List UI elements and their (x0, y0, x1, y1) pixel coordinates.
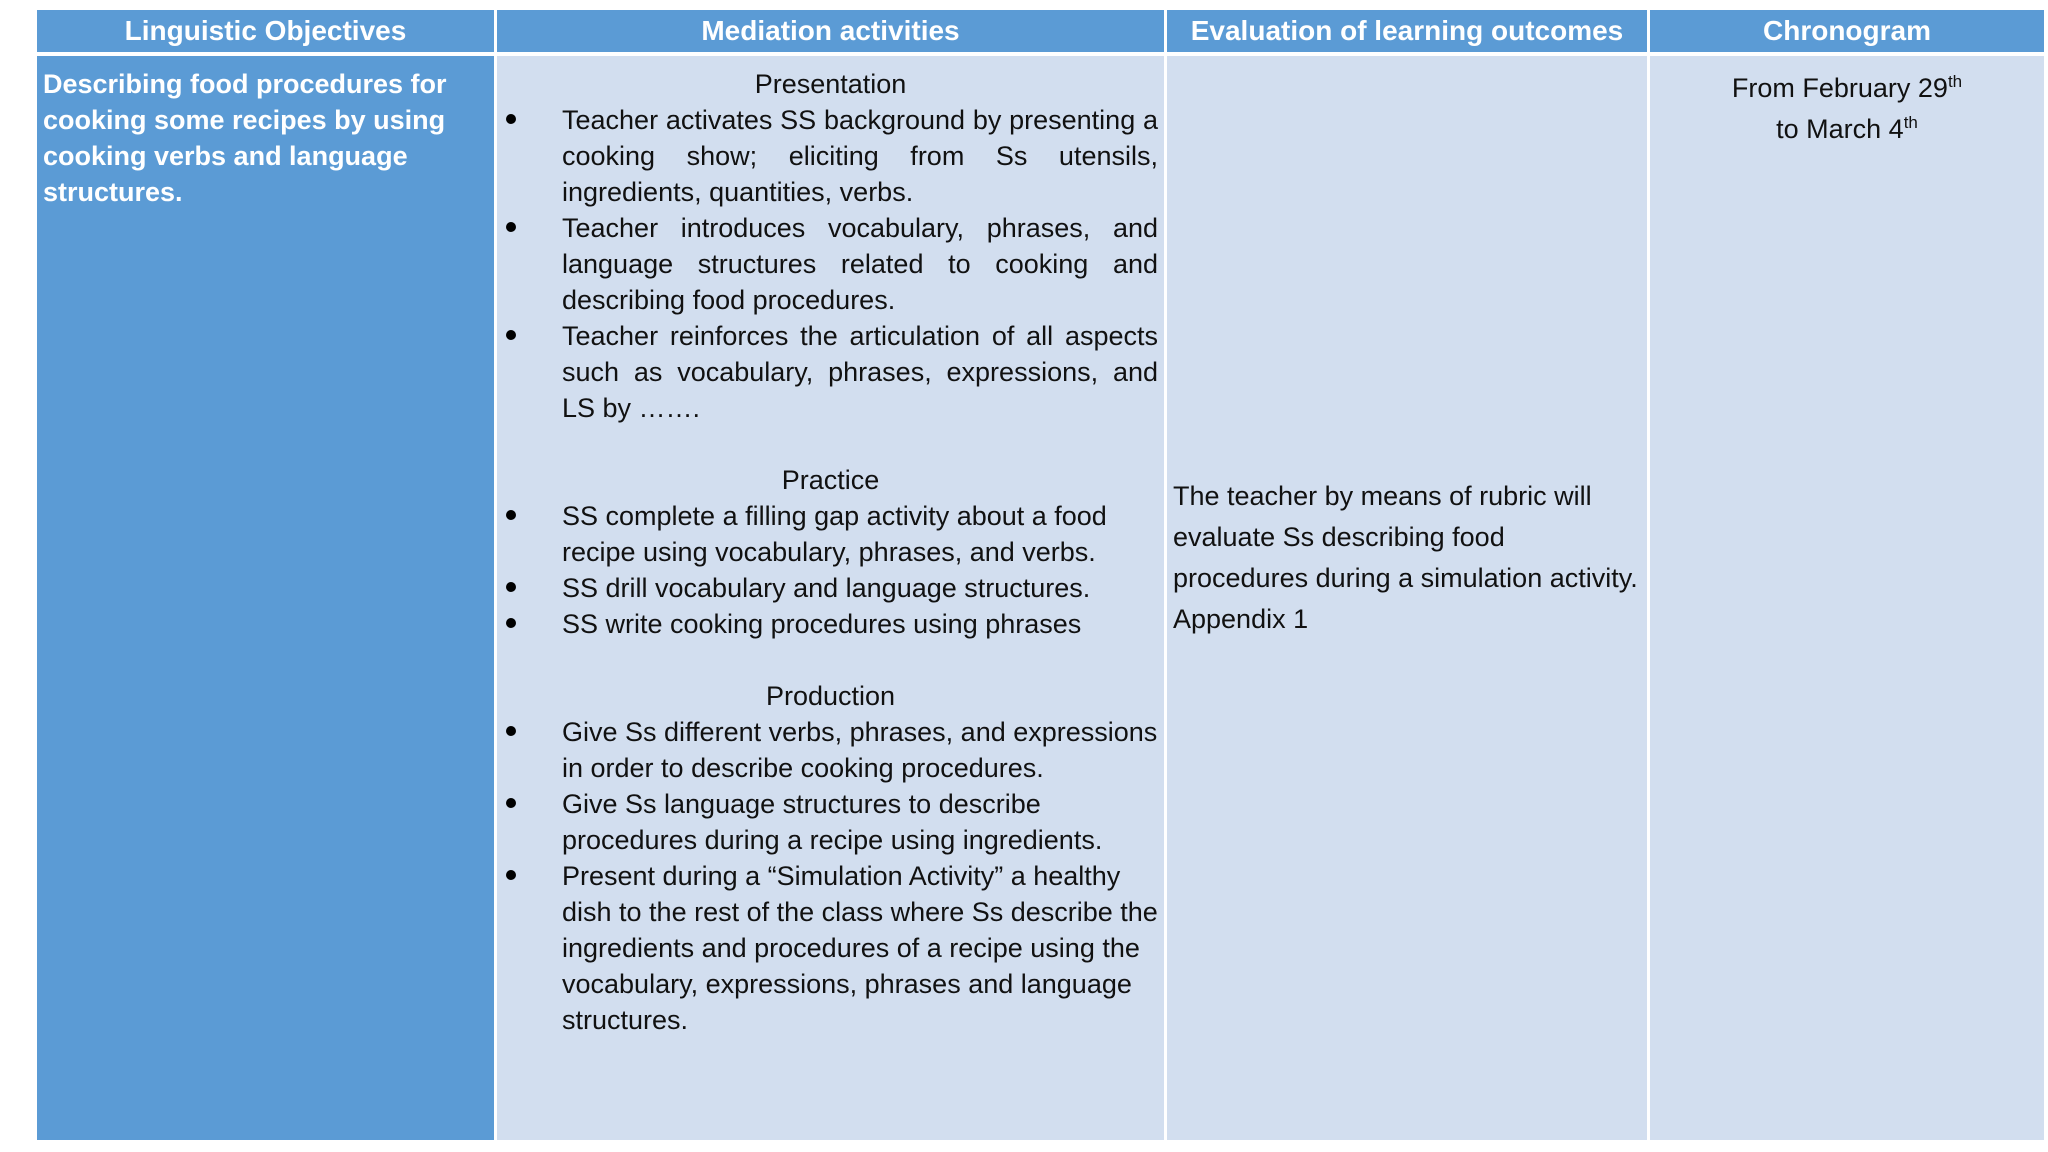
bullet-icon (506, 798, 516, 808)
production-title: Production (765, 681, 896, 711)
chronogram-start-suffix: th (1947, 72, 1963, 91)
chronogram-end-date (1650, 109, 2044, 150)
evaluation-cell (1167, 56, 1647, 1140)
evaluation-text: The teacher by means of rubric will evaluate Ss describing food procedures during a simulation activity. Appendix 1 (1173, 481, 1638, 634)
bullet-icon (506, 510, 516, 520)
header-mediation-activities: Mediation activities (497, 10, 1164, 52)
section-spacer (503, 426, 1158, 462)
list-item-text: SS drill vocabulary and language structures. (562, 573, 1091, 603)
list-item-text: Give Ss different verbs, phrases, and expressions in order to describe cooking procedures. (562, 717, 1158, 783)
bullet-icon (506, 618, 516, 628)
header-evaluation: Evaluation of learning outcomes (1167, 10, 1647, 52)
list-item-text: Teacher introduces vocabulary, phrases, and language structures related to cooking and describing food procedures. (562, 213, 1158, 315)
practice-title: Practice (781, 465, 880, 495)
list-item-text: SS complete a filling gap activity about a food recipe using vocabulary, phrases, and verbs. (562, 501, 1107, 567)
chronogram-end-suffix: th (1903, 113, 1918, 132)
objective-cell (37, 56, 494, 1140)
chronogram-end-text: to March 4 (1776, 114, 1904, 144)
list-item (503, 210, 1158, 318)
bullet-icon (506, 330, 516, 340)
list-item-text: Present during a “Simulation Activity” a healthy dish to the rest of the class where Ss describe the ingredients and procedures of a recipe using the vocabulary, expressions, phrases and language structures. (562, 861, 1158, 1035)
list-item (503, 570, 1158, 606)
lesson-plan-table (37, 10, 2035, 1136)
header-linguistic-objectives: Linguistic Objectives (37, 10, 494, 52)
list-item (503, 498, 1158, 570)
bullet-icon (506, 582, 516, 592)
section-spacer (503, 642, 1158, 678)
chronogram-cell (1650, 56, 2044, 1140)
list-item (503, 102, 1158, 210)
list-item (503, 786, 1158, 858)
bullet-icon (506, 114, 516, 124)
list-item-text: Teacher reinforces the articulation of all aspects such as vocabulary, phrases, expressions, and LS by ……. (562, 321, 1158, 423)
list-item (503, 318, 1158, 426)
mediation-cell (497, 56, 1164, 1140)
bullet-icon (506, 870, 516, 880)
presentation-title: Presentation (754, 69, 907, 99)
list-item (503, 606, 1158, 642)
objective-text: Describing food procedures for cooking some recipes by using cooking verbs and language structures. (43, 69, 447, 207)
presentation-list (503, 102, 1158, 426)
list-item-text: SS write cooking procedures using phrases (562, 609, 1082, 639)
chronogram-start-text: From February 29 (1731, 73, 1948, 103)
production-list (503, 714, 1158, 1038)
list-item (503, 714, 1158, 786)
list-item-text: Give Ss language structures to describe procedures during a recipe using ingredients. (562, 789, 1103, 855)
bullet-icon (506, 726, 516, 736)
list-item (503, 858, 1158, 1038)
header-chronogram: Chronogram (1650, 10, 2044, 52)
practice-list (503, 498, 1158, 642)
chronogram-start-date (1650, 68, 2044, 109)
list-item-text: Teacher activates SS background by presenting a cooking show; eliciting from Ss utensils, ingredients, quantities, verbs. (562, 105, 1158, 207)
bullet-icon (506, 222, 516, 232)
